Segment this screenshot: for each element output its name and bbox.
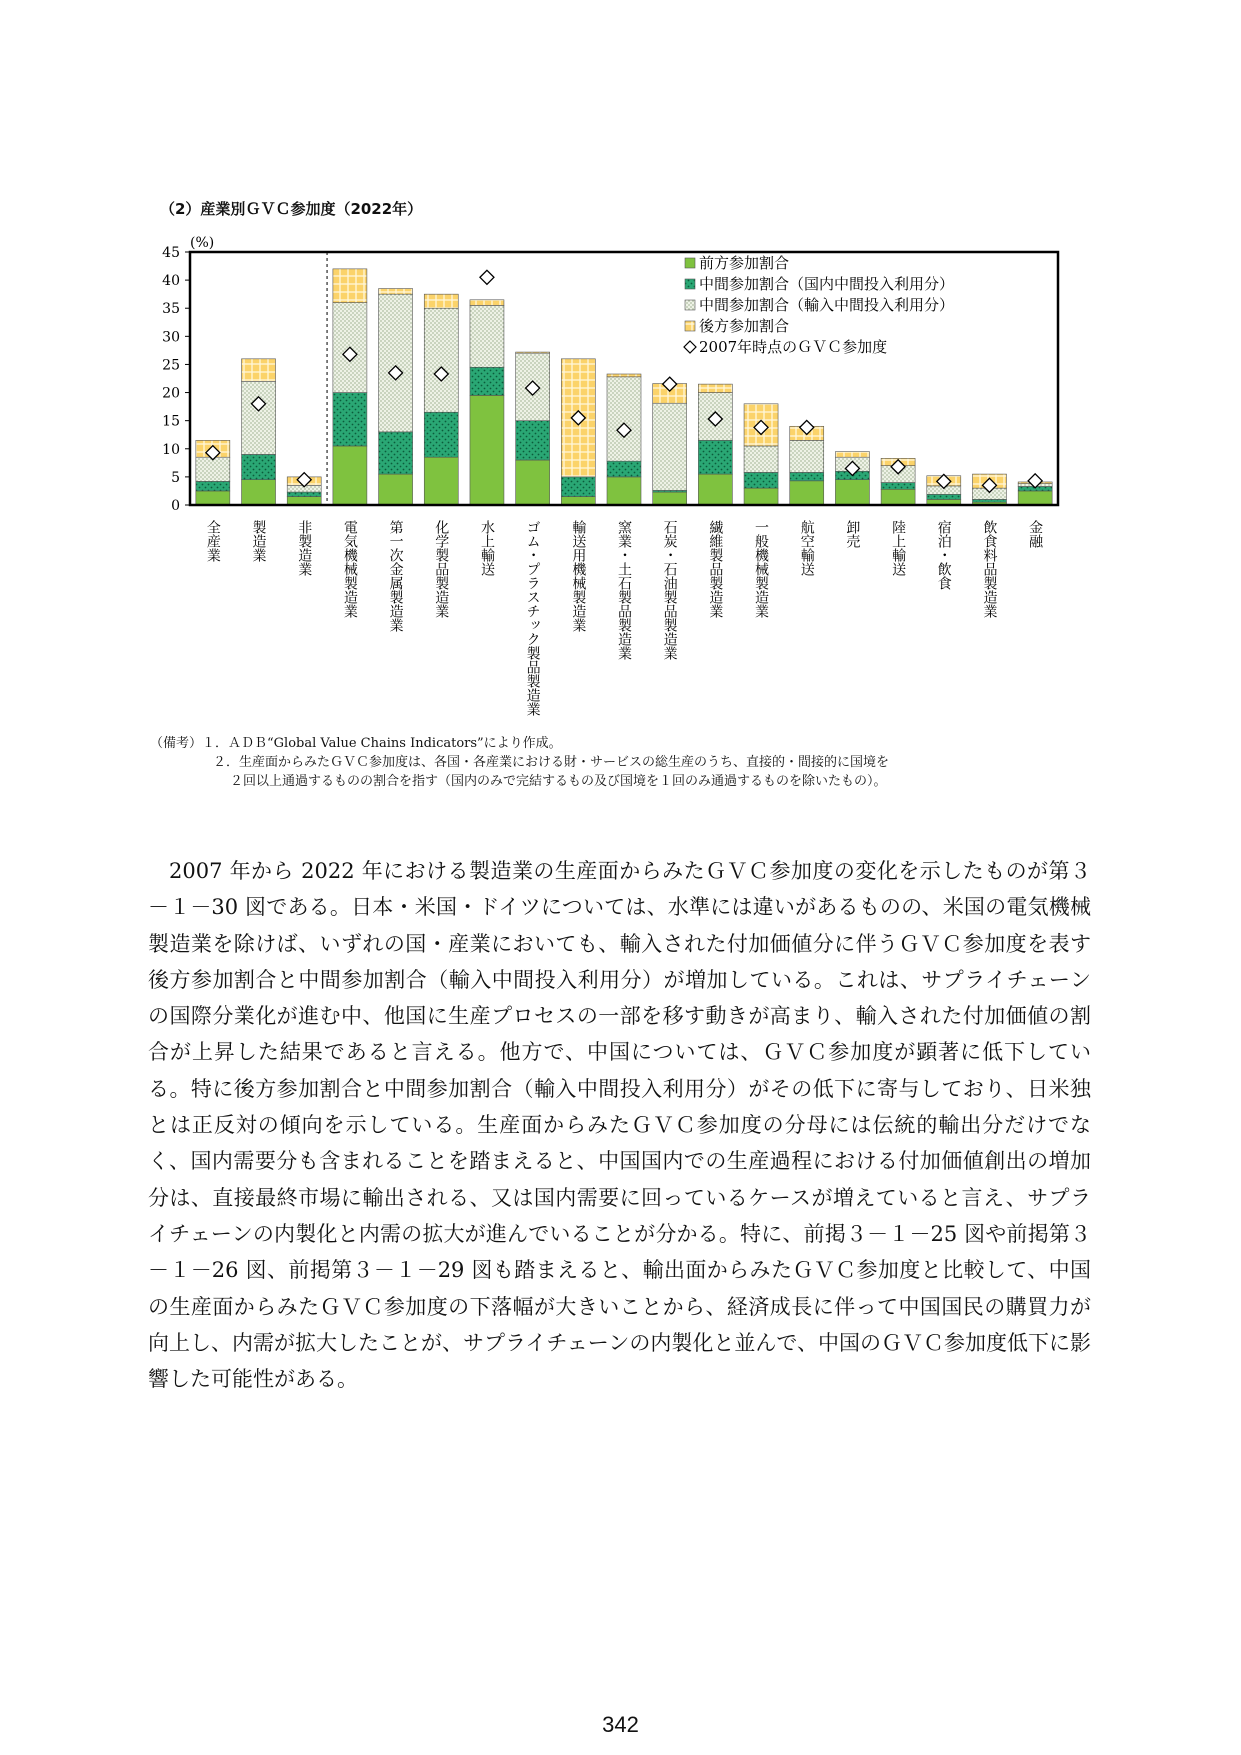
legend-label: 中間参加割合（輸入中間投入利用分） [699, 296, 955, 314]
bar-segment [561, 497, 595, 505]
x-tick-label: 陸上輸送 [890, 520, 907, 576]
bar-segment [835, 480, 869, 505]
bar-segment [835, 452, 869, 458]
bar-segment [790, 440, 824, 472]
y-tick-label: 0 [171, 498, 180, 514]
legend-label: 中間参加割合（国内中間投入利用分） [699, 275, 955, 293]
bar-segment [698, 474, 732, 505]
bar-segment [287, 497, 321, 505]
bar-segment [653, 492, 687, 505]
x-tick-label: 繊維製品製造業 [707, 520, 724, 618]
bar-segment [196, 457, 230, 481]
gvc-chart [0, 0, 1241, 730]
x-tick-label: 非製造業 [296, 520, 313, 576]
x-tick-label: 化学製品製造業 [433, 520, 450, 618]
bar-segment [790, 472, 824, 480]
page-number: 342 [602, 1712, 639, 1737]
x-tick-label: 石炭・石油製品製造業 [661, 520, 678, 660]
bar-segment [379, 432, 413, 474]
x-tick-label: ゴム・プラスチック製品製造業 [524, 520, 541, 716]
bar-segment [242, 359, 276, 381]
note-2: ２．生産面からみたＧＶＣ参加度は、各国・各産業における財・サービスの総生産のうち、直接的・間接的に国境を [213, 755, 890, 770]
bar-segment [561, 477, 595, 497]
bar-segment [972, 499, 1006, 502]
x-tick-label: 宿泊・飲食 [935, 520, 952, 590]
y-axis-label: (%) [190, 235, 215, 251]
x-tick-label: 製造業 [250, 520, 267, 562]
y-tick-label: 25 [162, 357, 180, 374]
bar-segment [698, 384, 732, 392]
bar-segment [242, 381, 276, 454]
x-tick-label: 全産業 [204, 520, 221, 562]
bar-segment [379, 289, 413, 295]
bar-segment [424, 457, 458, 505]
x-tick-label: 窯業・土石製品製造業 [616, 520, 632, 660]
bar-segment [744, 472, 778, 488]
bar-segment [790, 481, 824, 505]
bar-segment [470, 305, 504, 367]
bar-segment [927, 494, 961, 499]
bar-segment [242, 454, 276, 479]
bar-segment [881, 483, 915, 490]
y-tick-label: 10 [162, 441, 180, 458]
y-tick-label: 5 [171, 469, 180, 486]
x-tick-label: 水上輸送 [478, 520, 495, 576]
y-tick-label: 30 [162, 329, 180, 346]
legend-swatch [685, 279, 695, 289]
x-tick-label: 金融 [1027, 520, 1044, 548]
bar-segment [744, 488, 778, 505]
legend-swatch [685, 258, 695, 268]
body-paragraph: 2007 年から 2022 年における製造業の生産面からみたＧＶＣ参加度の変化を示したものが第３－１－30 図である。日本・米国・ドイツについては、水準には違いがあるものの、米国の電気機械製造業を除けば、いずれの国・産業においても、輸入された付加価値分に伴うＧＶＣ参加度を表す後方参加割合と中間参加割合（輸入中間投入利用分）が増加している。これは、サプライチェーンの国際分業化が進む中、他国に生産プロセスの一部を移す動きが高まり、輸入された付加価値の割合が上昇した結果であると言える。他方で、中国については、ＧＶＣ参加度が顕著に低下している。特に後方参加割合と中間参加割合（輸入中間投入利用分）がその低下に寄与しており、日米独とは正反対の傾向を示している。生産面からみたＧＶＣ参加度の分母には伝統的輸出分だけでなく、国内需要分も含まれることを踏まえると、中国国内での生産過程における付加価値創出の増加分は、直接最終市場に輸出される、又は国内需要に回っているケースが増えていると言え、サプライチェーンの内製化と内需の拡大が進んでいることが分かる。特に、前掲３－１－25 図や前掲第３－１－26 図、前掲第３－１－29 図も踏まえると、輸出面からみたＧＶＣ参加度と比較して、中国の生産面からみたＧＶＣ参加度の下落幅が大きいことから、経済成長に伴って中国国民の購買力が向上し、内需が拡大したことが、サプライチェーンの内製化と並んで、中国のＧＶＣ参加度低下に影響した可能性がある。 [148, 859, 1091, 1392]
legend-label: 2007年時点のＧＶＣ参加度 [699, 338, 888, 356]
x-tick-label: 第一次金属製造業 [387, 520, 404, 632]
y-tick-label: 20 [162, 385, 180, 402]
bar-segment [607, 461, 641, 477]
bar-segment [516, 421, 550, 460]
x-tick-label: 一般機械製造業 [753, 520, 770, 618]
bar-segment [470, 367, 504, 395]
bar-segment [242, 480, 276, 505]
x-tick-label: 輸送用機械製造業 [570, 520, 587, 632]
x-tick-label: 飲食料品製造業 [981, 520, 998, 618]
bar-segment [379, 294, 413, 432]
note-1: （備考）１．ＡＤＢ“Global Value Chains Indicators”により作成。 [150, 736, 562, 751]
bar-segment [424, 412, 458, 457]
y-tick-label: 35 [162, 301, 180, 318]
bar-segment [1018, 491, 1052, 505]
y-tick-label: 15 [162, 413, 180, 430]
x-tick-label: 卸売 [844, 520, 861, 548]
legend-label: 前方参加割合 [699, 254, 790, 272]
bar-segment [424, 308, 458, 412]
legend-swatch [685, 300, 695, 310]
bar-segment [744, 446, 778, 472]
x-tick-label: 航空輸送 [798, 520, 815, 576]
bar-segment [333, 269, 367, 303]
y-tick-label: 45 [162, 245, 180, 261]
bar-segment [881, 489, 915, 505]
legend-label: 後方参加割合 [699, 317, 790, 335]
x-axis-labels [205, 519, 1043, 716]
notes [150, 734, 889, 791]
legend-marker [684, 341, 696, 353]
bar-segment [196, 481, 230, 491]
bar-segment [196, 491, 230, 505]
bar-segment [333, 393, 367, 446]
bar-segment [424, 294, 458, 308]
bar-segment [333, 446, 367, 505]
chart-title: （2）産業別ＧＶＣ参加度（2022年） [160, 200, 423, 218]
bar-segment [470, 300, 504, 306]
bar-segment [379, 474, 413, 505]
bar-segment [607, 477, 641, 505]
x-tick-label: 電気機械製造業 [341, 520, 358, 618]
bar-segment [607, 374, 641, 377]
bar-segment [470, 395, 504, 505]
marker-point [480, 270, 494, 284]
bar-segment [653, 403, 687, 490]
bar-segment [698, 440, 732, 474]
y-tick-label: 40 [162, 273, 180, 290]
bar-segment [607, 377, 641, 461]
legend [684, 254, 954, 356]
bar-segment [516, 460, 550, 505]
bar-segment [287, 492, 321, 496]
legend-swatch [685, 321, 695, 331]
bar-segment [516, 352, 550, 353]
note-3: ２回以上通過するものの割合を指す（国内のみで完結するもの及び国境を１回のみ通過するものを除いたもの）。 [230, 774, 887, 789]
